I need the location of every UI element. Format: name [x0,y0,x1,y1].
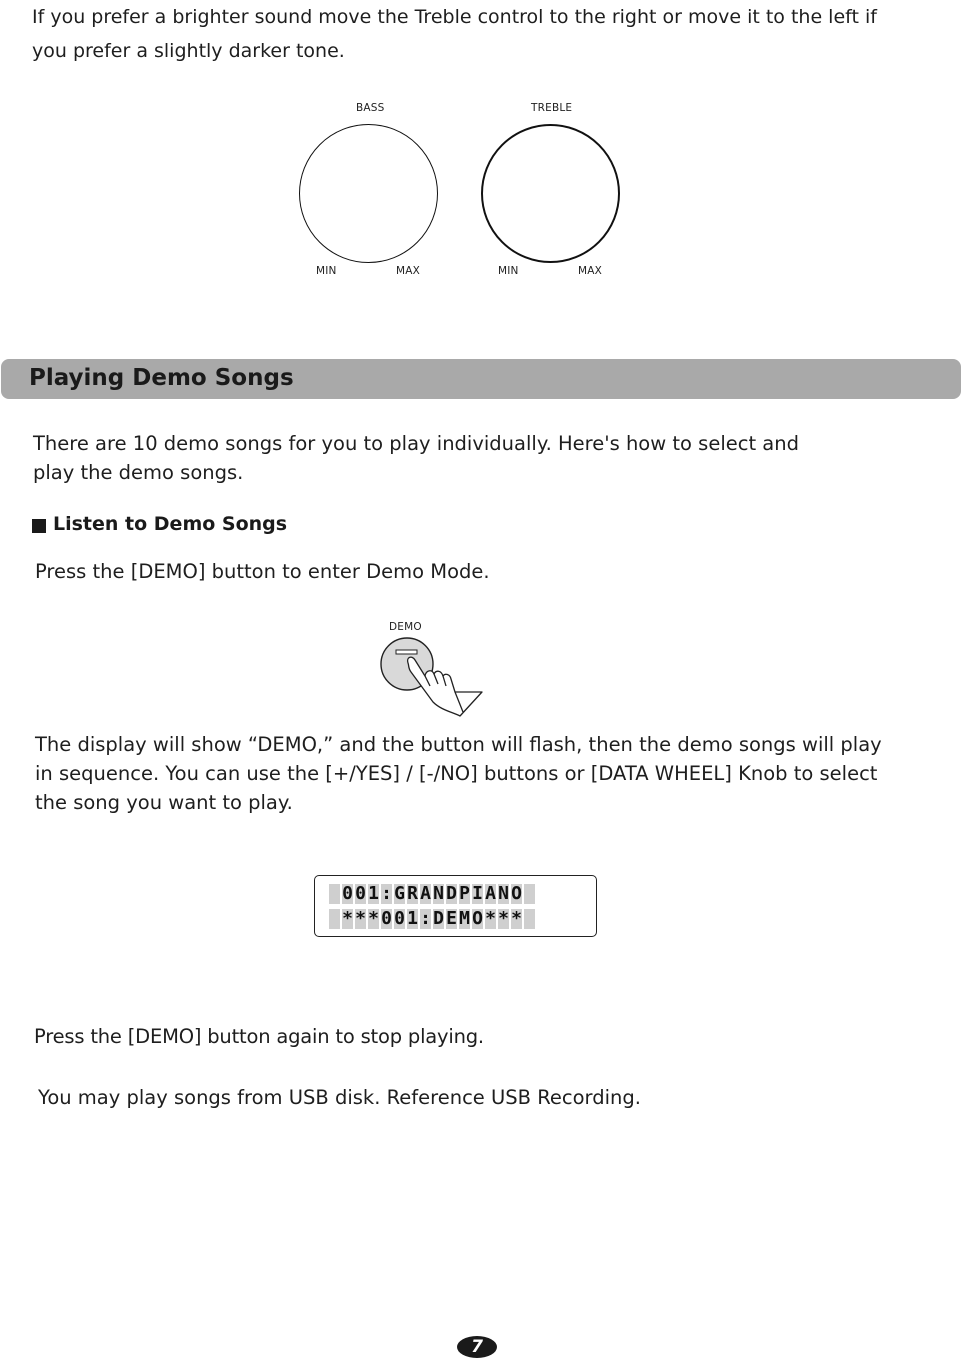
lcd-char-cell: 1 [368,884,379,904]
demo-intro-paragraph [33,429,933,487]
lcd-display [314,875,597,937]
treble-max-label: MAX [578,265,603,277]
lcd-char-cell [329,909,340,929]
treble-knob [481,124,620,263]
lcd-char-cell: G [394,884,405,904]
demo-intro-line-2: play the demo songs. [33,461,244,484]
usb-note-text: You may play songs from USB disk. Reference USB Recording. [38,1086,641,1109]
lcd-char-cell: 0 [355,884,366,904]
lcd-char-cell: 1 [407,909,418,929]
bass-max-label: MAX [396,265,421,277]
lcd-char-cell [329,884,340,904]
intro-line-1: If you prefer a brighter sound move the Treble control to the right or move it to the left if [32,6,877,28]
intro-line-2: you prefer a slightly darker tone. [32,40,345,62]
demo-button-led [396,650,417,654]
intro-paragraph [32,0,952,68]
lcd-char-cell: N [498,884,509,904]
step-2-paragraph [35,730,955,817]
lcd-char-cell: P [459,884,470,904]
lcd-char-cell: A [485,884,496,904]
step-2-line-3: the song you want to play. [35,791,293,814]
lcd-char-cell [524,884,535,904]
page-number: 7 [457,1336,497,1358]
treble-min-label: MIN [498,265,519,277]
lcd-char-cell: * [511,909,522,929]
demo-intro-line-1: There are 10 demo songs for you to play individually. Here's how to select and [33,432,799,455]
lcd-char-cell: R [407,884,418,904]
bass-knob-label: BASS [356,102,385,114]
lcd-char-cell [524,909,535,929]
lcd-char-cell: 0 [394,909,405,929]
lcd-row-2 [329,908,584,930]
treble-knob-label: TREBLE [531,102,573,114]
lcd-char-cell: M [459,909,470,929]
section-title: Playing Demo Songs [29,365,294,391]
lcd-char-cell: E [446,909,457,929]
step-2-line-2: in sequence. You can use the [+/YES] / [-/NO] buttons or [DATA WHEEL] Knob to select [35,762,878,785]
subsection-title: Listen to Demo Songs [53,513,288,535]
lcd-char-cell: O [472,909,483,929]
lcd-char-cell: A [420,884,431,904]
lcd-char-cell: : [420,909,431,929]
demo-button-label: DEMO [389,621,422,633]
step-1-text: Press the [DEMO] button to enter Demo Mode. [35,560,490,583]
lcd-row-1 [329,883,584,905]
lcd-char-cell: * [485,909,496,929]
bullet-square-icon [32,519,46,533]
lcd-char-cell: D [446,884,457,904]
lcd-char-cell: * [498,909,509,929]
lcd-char-cell: * [355,909,366,929]
demo-button-press-illustration [375,636,487,718]
lcd-char-cell: * [342,909,353,929]
lcd-char-cell: N [433,884,444,904]
lcd-char-cell: : [381,884,392,904]
bass-knob [299,124,438,263]
bass-min-label: MIN [316,265,337,277]
step-3-text: Press the [DEMO] button again to stop playing. [34,1025,484,1048]
step-2-line-1: The display will show “DEMO,” and the button will flash, then the demo songs will play [35,733,882,756]
lcd-char-cell: D [433,909,444,929]
lcd-char-cell: O [511,884,522,904]
lcd-char-cell: 0 [381,909,392,929]
lcd-char-cell: * [368,909,379,929]
lcd-char-cell: 0 [342,884,353,904]
lcd-char-cell: I [472,884,483,904]
